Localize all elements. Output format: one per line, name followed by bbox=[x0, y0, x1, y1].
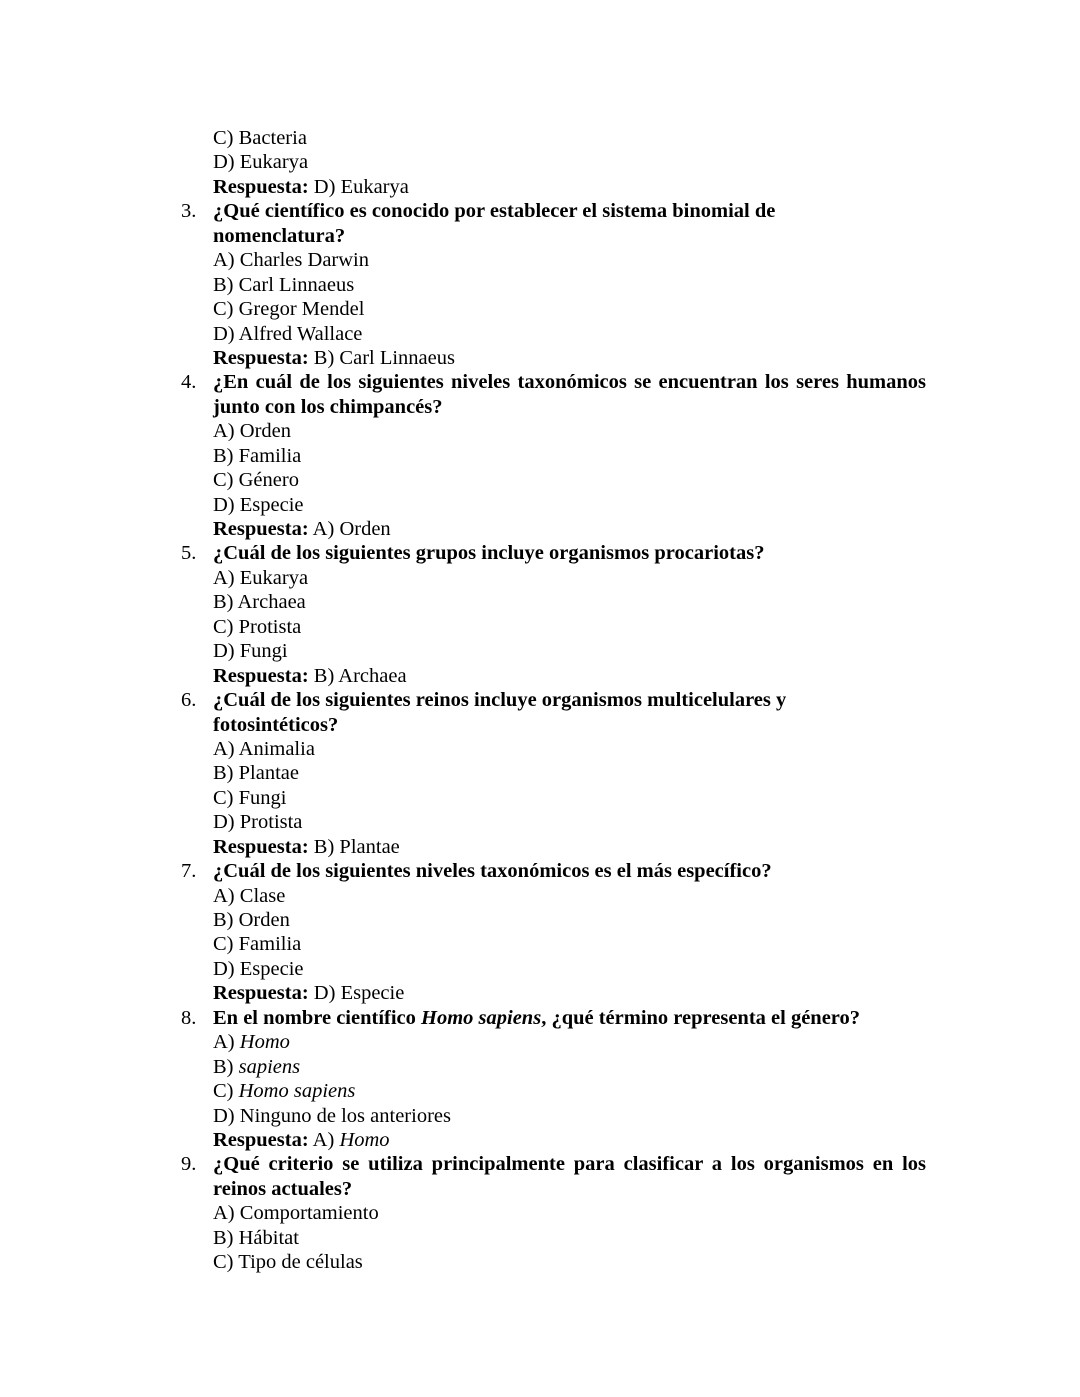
option-label: D) bbox=[213, 493, 235, 516]
text-segment: ¿Cuál de los siguientes grupos incluye organismos procariotas? bbox=[213, 542, 765, 565]
text-segment: Animalia bbox=[238, 737, 315, 760]
text-segment: Protista bbox=[238, 615, 302, 638]
question-line bbox=[0, 224, 1080, 248]
option-text bbox=[213, 590, 306, 614]
option-label: C) bbox=[213, 298, 234, 321]
text-segment: Archaea bbox=[237, 591, 306, 614]
question-line bbox=[0, 859, 1080, 883]
option-label: B) bbox=[213, 591, 234, 614]
option-label: D) bbox=[213, 151, 235, 174]
text-segment: Hábitat bbox=[238, 1226, 299, 1249]
answer-text bbox=[213, 835, 400, 859]
question-text bbox=[213, 395, 443, 419]
option-label: A) bbox=[213, 249, 235, 272]
text-segment: Eukarya bbox=[239, 151, 309, 174]
question-text bbox=[213, 541, 764, 565]
text-segment: fotosintéticos? bbox=[213, 713, 339, 736]
option-label: A) bbox=[213, 420, 235, 443]
question-text bbox=[213, 199, 775, 223]
answer-option bbox=[0, 273, 1080, 297]
option-label: A) bbox=[213, 884, 235, 907]
option-text bbox=[213, 297, 364, 321]
option-label: D) bbox=[213, 1104, 235, 1127]
text-segment: Gregor Mendel bbox=[238, 298, 365, 321]
question-line bbox=[0, 713, 1080, 737]
text-segment: Carl Linnaeus bbox=[238, 273, 355, 296]
answer-line bbox=[0, 835, 1080, 859]
question-line bbox=[0, 395, 1080, 419]
answer-option bbox=[0, 590, 1080, 614]
question-text bbox=[213, 713, 338, 737]
answer-option bbox=[0, 468, 1080, 492]
answer-option bbox=[0, 150, 1080, 174]
question-number: 9. bbox=[181, 1153, 197, 1176]
option-text bbox=[213, 639, 288, 663]
text-segment: Fungi bbox=[238, 786, 287, 809]
option-label: B) bbox=[213, 762, 234, 785]
text-segment: Eukarya bbox=[239, 566, 309, 589]
answer-label: B) bbox=[313, 664, 335, 687]
option-label: D) bbox=[213, 322, 235, 345]
answer-option bbox=[0, 1055, 1080, 1079]
option-text bbox=[213, 737, 315, 761]
answer-heading: Respuesta: bbox=[213, 346, 309, 369]
text-segment: Homo sapiens bbox=[238, 1080, 356, 1103]
question-text bbox=[213, 1006, 860, 1030]
question-line bbox=[0, 370, 1080, 394]
option-label: C) bbox=[213, 615, 234, 638]
question-text bbox=[213, 688, 786, 712]
answer-option bbox=[0, 297, 1080, 321]
answer-text bbox=[213, 517, 391, 541]
text-segment: Orden bbox=[339, 518, 391, 540]
answer-option bbox=[0, 932, 1080, 956]
option-text bbox=[213, 150, 308, 174]
answer-option bbox=[0, 908, 1080, 932]
text-segment: sapiens bbox=[238, 1055, 301, 1078]
option-label: A) bbox=[213, 737, 235, 760]
answer-option bbox=[0, 1079, 1080, 1103]
text-segment: Especie bbox=[239, 957, 304, 980]
option-text bbox=[213, 810, 302, 834]
option-text bbox=[213, 957, 304, 981]
text-segment: Plantae bbox=[238, 762, 299, 785]
option-label: C) bbox=[213, 933, 234, 956]
text-segment: En el nombre científico bbox=[213, 1006, 422, 1029]
option-label: A) bbox=[213, 1031, 235, 1054]
answer-line bbox=[0, 175, 1080, 199]
document-page bbox=[0, 126, 1080, 1275]
question-text bbox=[213, 370, 926, 394]
text-segment: Fungi bbox=[239, 640, 288, 663]
option-text bbox=[213, 884, 285, 908]
option-label: C) bbox=[213, 127, 234, 149]
answer-line bbox=[0, 981, 1080, 1005]
option-text bbox=[213, 1201, 379, 1225]
text-segment: Género bbox=[238, 469, 299, 492]
answer-option bbox=[0, 566, 1080, 590]
option-text bbox=[213, 444, 301, 468]
option-text bbox=[213, 468, 299, 492]
answer-option bbox=[0, 639, 1080, 663]
text-segment: Homo sapiens bbox=[421, 1006, 542, 1029]
text-segment: Homo bbox=[339, 1128, 390, 1151]
text-segment: ¿Qué científico es conocido por establecer el sistema binomial de bbox=[213, 200, 776, 223]
question-line bbox=[0, 541, 1080, 565]
text-segment: Plantae bbox=[339, 835, 400, 858]
option-text bbox=[213, 1104, 451, 1128]
answer-text bbox=[213, 981, 404, 1005]
option-text bbox=[213, 493, 304, 517]
option-text bbox=[213, 273, 354, 297]
answer-option bbox=[0, 1226, 1080, 1250]
answer-option bbox=[0, 957, 1080, 981]
answer-text bbox=[213, 664, 407, 688]
text-segment: ¿Cuál de los siguientes reinos incluye organismos multicelulares y bbox=[213, 689, 787, 712]
question-text bbox=[213, 224, 345, 248]
answer-option bbox=[0, 419, 1080, 443]
answer-text bbox=[213, 1128, 390, 1152]
option-text bbox=[213, 1250, 363, 1274]
option-label: A) bbox=[213, 1202, 235, 1225]
option-label: C) bbox=[213, 1080, 234, 1103]
answer-line bbox=[0, 346, 1080, 370]
option-text bbox=[213, 1226, 299, 1250]
answer-option bbox=[0, 786, 1080, 810]
option-text bbox=[213, 126, 307, 150]
option-label: B) bbox=[213, 273, 234, 296]
answer-option bbox=[0, 810, 1080, 834]
answer-label: D) bbox=[313, 175, 336, 198]
question-number: 6. bbox=[181, 689, 197, 712]
text-segment: ¿Qué criterio se utiliza principalmente para clasificar a los organismos en los bbox=[213, 1153, 926, 1176]
question-number: 3. bbox=[181, 200, 197, 223]
answer-option bbox=[0, 761, 1080, 785]
answer-option bbox=[0, 126, 1080, 150]
option-text bbox=[213, 615, 301, 639]
answer-option bbox=[0, 615, 1080, 639]
option-label: B) bbox=[213, 444, 234, 467]
question-number: 8. bbox=[181, 1006, 197, 1029]
option-text bbox=[213, 908, 290, 932]
text-segment: Eukarya bbox=[340, 175, 409, 198]
question-text bbox=[213, 1177, 352, 1201]
option-text bbox=[213, 1055, 300, 1079]
answer-option bbox=[0, 737, 1080, 761]
text-segment: reinos actuales? bbox=[213, 1177, 353, 1200]
option-text bbox=[213, 322, 362, 346]
text-segment: Archaea bbox=[338, 664, 407, 687]
answer-option bbox=[0, 884, 1080, 908]
text-segment: Homo bbox=[239, 1031, 290, 1054]
answer-option bbox=[0, 1250, 1080, 1274]
text-segment: Familia bbox=[238, 933, 302, 956]
option-label: D) bbox=[213, 957, 235, 980]
text-segment: nomenclatura? bbox=[213, 224, 346, 247]
text-segment: Clase bbox=[239, 884, 286, 907]
question-line bbox=[0, 1152, 1080, 1176]
question-line bbox=[0, 688, 1080, 712]
text-segment: Protista bbox=[239, 811, 303, 834]
answer-text bbox=[213, 175, 409, 199]
answer-line bbox=[0, 1128, 1080, 1152]
answer-line bbox=[0, 517, 1080, 541]
text-segment: ¿En cuál de los siguientes niveles taxonómicos se encuentran los seres humanos bbox=[213, 371, 926, 394]
option-text bbox=[213, 566, 308, 590]
text-segment: ¿Cuál de los siguientes niveles taxonómicos es el más específico? bbox=[213, 860, 772, 883]
answer-option bbox=[0, 444, 1080, 468]
option-text bbox=[213, 932, 301, 956]
answer-option bbox=[0, 322, 1080, 346]
text-segment: Especie bbox=[340, 982, 405, 1005]
answer-heading: Respuesta: bbox=[213, 835, 309, 858]
option-label: B) bbox=[213, 909, 234, 931]
text-segment: Especie bbox=[239, 493, 304, 516]
option-label: B) bbox=[213, 1055, 234, 1078]
answer-line bbox=[0, 664, 1080, 688]
answer-label: B) bbox=[313, 346, 335, 369]
option-label: D) bbox=[213, 640, 235, 663]
answer-option bbox=[0, 248, 1080, 272]
answer-option bbox=[0, 493, 1080, 517]
option-text bbox=[213, 248, 369, 272]
question-number: 4. bbox=[181, 371, 197, 394]
option-text bbox=[213, 419, 291, 443]
option-label: A) bbox=[213, 566, 235, 589]
text-segment: Comportamiento bbox=[239, 1202, 379, 1225]
answer-label: D) bbox=[313, 982, 336, 1005]
text-segment: Carl Linnaeus bbox=[339, 346, 455, 369]
text-segment: Orden bbox=[239, 420, 291, 443]
text-segment: junto con los chimpancés? bbox=[213, 395, 443, 418]
answer-text bbox=[213, 346, 455, 370]
option-label: B) bbox=[213, 1226, 234, 1249]
option-text bbox=[213, 761, 299, 785]
text-segment: Ninguno de los anteriores bbox=[239, 1104, 451, 1127]
answer-option bbox=[0, 1201, 1080, 1225]
answer-heading: Respuesta: bbox=[213, 175, 309, 198]
answer-label: A) bbox=[312, 518, 335, 540]
answer-option bbox=[0, 1030, 1080, 1054]
text-segment: Alfred Wallace bbox=[238, 322, 363, 345]
question-line bbox=[0, 199, 1080, 223]
answer-label: A) bbox=[312, 1128, 335, 1151]
answer-heading: Respuesta: bbox=[213, 982, 309, 1005]
answer-option bbox=[0, 1104, 1080, 1128]
text-segment: Familia bbox=[238, 444, 302, 467]
question-number: 7. bbox=[181, 860, 197, 883]
text-segment: Bacteria bbox=[238, 127, 307, 149]
option-label: C) bbox=[213, 469, 234, 492]
option-text bbox=[213, 786, 286, 810]
question-line bbox=[0, 1177, 1080, 1201]
option-label: C) bbox=[213, 786, 234, 809]
answer-heading: Respuesta: bbox=[213, 1128, 309, 1151]
text-segment: , ¿qué término representa el género? bbox=[541, 1006, 861, 1029]
option-text bbox=[213, 1030, 290, 1054]
option-label: D) bbox=[213, 811, 235, 834]
option-label: C) bbox=[213, 1251, 234, 1274]
answer-heading: Respuesta: bbox=[213, 664, 309, 687]
question-number: 5. bbox=[181, 542, 197, 565]
option-text bbox=[213, 1079, 355, 1103]
answer-heading: Respuesta: bbox=[213, 518, 309, 540]
question-text bbox=[213, 859, 772, 883]
text-segment: Tipo de células bbox=[238, 1251, 363, 1274]
text-segment: Charles Darwin bbox=[239, 249, 369, 272]
question-text bbox=[213, 1152, 926, 1176]
text-segment: Orden bbox=[238, 909, 290, 931]
question-line bbox=[0, 1006, 1080, 1030]
answer-label: B) bbox=[313, 835, 335, 858]
